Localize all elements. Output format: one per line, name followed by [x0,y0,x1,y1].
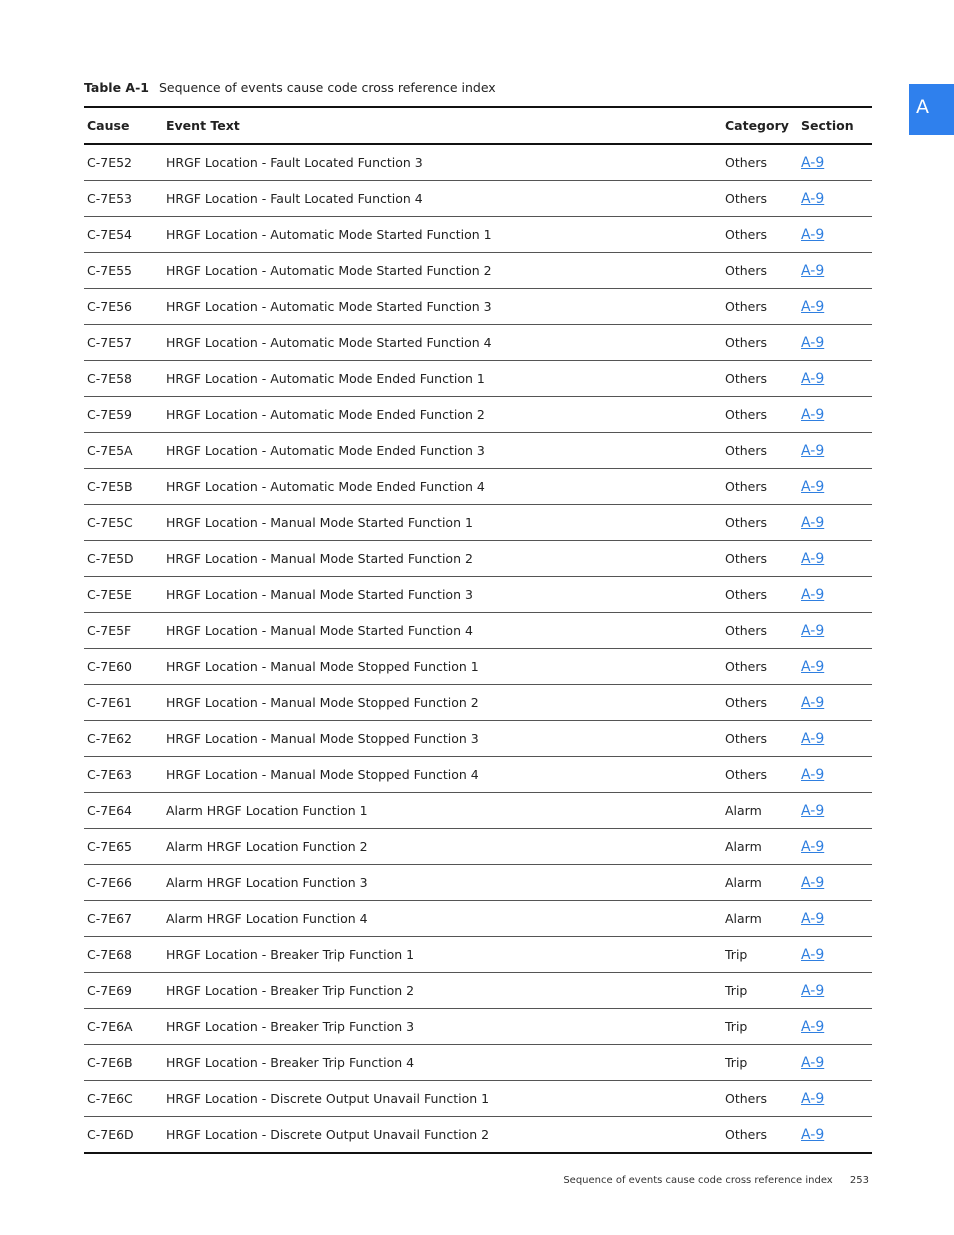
section-cell [801,721,872,757]
table-caption-label: Table A-1 [84,80,149,95]
table-caption [84,80,496,95]
cause-code-cell: C-7E69 [84,973,166,1009]
section-cell [801,685,872,721]
section-tab-letter: A [916,96,929,118]
event-text-cell: Alarm HRGF Location Function 4 [166,901,725,937]
cause-code-cell: C-7E5E [84,577,166,613]
event-text-cell: HRGF Location - Manual Mode Started Function 4 [166,613,725,649]
cause-code-cell: C-7E65 [84,829,166,865]
table-row [84,397,872,433]
section-link[interactable]: A-9 [801,154,825,171]
cause-code-cell: C-7E52 [84,144,166,181]
event-text-cell: Alarm HRGF Location Function 2 [166,829,725,865]
table-row [84,181,872,217]
event-text-cell: HRGF Location - Manual Mode Stopped Function 1 [166,649,725,685]
header-category: Category [725,107,801,144]
table-row [84,1117,872,1154]
event-text-cell: HRGF Location - Automatic Mode Started Function 3 [166,289,725,325]
category-cell: Others [725,577,801,613]
footer-title: Sequence of events cause code cross reference index [563,1175,833,1186]
category-cell: Others [725,685,801,721]
category-cell: Others [725,181,801,217]
section-cell [801,829,872,865]
section-cell [801,1009,872,1045]
table-row [84,325,872,361]
category-cell: Alarm [725,793,801,829]
table-row [84,1045,872,1081]
cause-code-cell: C-7E66 [84,865,166,901]
section-cell [801,361,872,397]
table-row [84,937,872,973]
category-cell: Others [725,1081,801,1117]
event-text-cell: HRGF Location - Fault Located Function 4 [166,181,725,217]
section-cell [801,613,872,649]
section-link[interactable]: A-9 [801,838,825,855]
cause-code-cell: C-7E60 [84,649,166,685]
category-cell: Others [725,469,801,505]
event-text-cell: HRGF Location - Manual Mode Stopped Function 3 [166,721,725,757]
section-link[interactable]: A-9 [801,190,825,207]
event-text-cell: HRGF Location - Automatic Mode Started Function 1 [166,217,725,253]
cause-code-cell: C-7E55 [84,253,166,289]
category-cell: Others [725,325,801,361]
event-text-cell: HRGF Location - Automatic Mode Started Function 2 [166,253,725,289]
section-link[interactable]: A-9 [801,730,825,747]
cause-code-cell: C-7E67 [84,901,166,937]
section-link[interactable]: A-9 [801,298,825,315]
section-cell [801,1081,872,1117]
cause-code-cell: C-7E5F [84,613,166,649]
section-link[interactable]: A-9 [801,658,825,675]
table-caption-text: Sequence of events cause code cross reference index [158,80,496,95]
category-cell: Others [725,721,801,757]
table-row [84,505,872,541]
category-cell: Others [725,1127,768,1142]
table-body [84,144,872,1153]
section-cell [801,865,872,901]
section-cell [801,1117,872,1154]
table-row [84,793,872,829]
page-number: 253 [849,1175,869,1186]
section-cell [801,181,872,217]
section-cell [801,289,872,325]
cause-code-cell: C-7E5B [84,469,166,505]
event-text-cell: HRGF Location - Automatic Mode Ended Function 4 [166,469,725,505]
cause-code-cell: C-7E56 [84,289,166,325]
section-link[interactable]: A-9 [801,874,825,891]
table-row [84,973,872,1009]
cause-code-cell: C-7E57 [84,325,166,361]
header-section: Section [801,107,872,144]
event-text-cell: HRGF Location - Automatic Mode Started Function 4 [166,325,725,361]
section-link[interactable]: A-9 [801,334,825,351]
table-row [84,613,872,649]
cause-code-table [84,106,872,1154]
section-cell [801,469,872,505]
category-cell: Others [725,613,801,649]
section-cell [801,325,872,361]
cause-code-cell: C-7E63 [84,757,166,793]
event-text-cell: Alarm HRGF Location Function 1 [166,793,725,829]
section-link[interactable]: A-9 [801,586,825,603]
table-row [84,685,872,721]
table-header-row [84,107,872,144]
category-cell: Trip [725,973,801,1009]
page-footer [563,1175,869,1186]
section-link[interactable]: A-9 [801,550,825,567]
section-cell [801,217,872,253]
event-text-cell: HRGF Location - Discrete Output Unavail Function 2 [166,1127,490,1142]
category-cell: Others [725,144,801,181]
table-row [84,901,872,937]
section-link[interactable]: A-9 [801,622,825,639]
section-cell [801,1045,872,1081]
cause-code-cell: C-7E6D [87,1127,134,1142]
table-row [84,577,872,613]
category-cell: Others [725,433,801,469]
event-text-cell: HRGF Location - Fault Located Function 3 [166,144,725,181]
table-row [84,1009,872,1045]
section-link[interactable]: A-9 [801,766,825,783]
category-cell: Others [725,757,801,793]
section-link[interactable]: A-9 [801,982,825,999]
table-row [84,144,872,181]
section-cell [801,433,872,469]
section-cell [801,649,872,685]
section-link[interactable]: A-9 [801,442,825,459]
table-row [84,541,872,577]
cause-code-cell: C-7E58 [84,361,166,397]
category-cell: Others [725,361,801,397]
cause-code-cell: C-7E68 [84,937,166,973]
category-cell: Others [725,397,801,433]
section-cell [801,973,872,1009]
section-link[interactable]: A-9 [801,370,825,387]
table-row [84,433,872,469]
section-link[interactable]: A-9 [801,910,825,927]
category-cell: Alarm [725,865,801,901]
section-link[interactable]: A-9 [801,1018,825,1035]
section-link[interactable]: A-9 [801,1126,825,1143]
table-row [84,253,872,289]
event-text-cell: HRGF Location - Breaker Trip Function 2 [166,973,725,1009]
section-cell [801,397,872,433]
cause-code-cell: C-7E61 [84,685,166,721]
category-cell: Others [725,289,801,325]
event-text-cell: HRGF Location - Manual Mode Stopped Function 4 [166,757,725,793]
cause-code-cell: C-7E59 [84,397,166,433]
section-cell [801,253,872,289]
event-text-cell: HRGF Location - Discrete Output Unavail Function 1 [166,1081,725,1117]
table-row [84,721,872,757]
header-cause: Cause [84,107,166,144]
section-link[interactable]: A-9 [801,802,825,819]
section-link[interactable]: A-9 [801,406,825,423]
cause-code-cell: C-7E6C [84,1081,166,1117]
table-row [84,1081,872,1117]
cause-code-cell: C-7E5A [84,433,166,469]
event-text-cell: HRGF Location - Manual Mode Started Function 1 [166,505,725,541]
event-text-cell: HRGF Location - Automatic Mode Ended Function 3 [166,433,725,469]
table-row [84,217,872,253]
event-text-cell: HRGF Location - Breaker Trip Function 1 [166,937,725,973]
event-text-cell: HRGF Location - Manual Mode Started Function 3 [166,577,725,613]
cause-code-cell: C-7E6A [84,1009,166,1045]
cause-code-cell: C-7E5D [84,541,166,577]
category-cell: Trip [725,1045,801,1081]
category-cell: Trip [725,1009,801,1045]
table-row [84,469,872,505]
section-link[interactable]: A-9 [801,262,825,279]
category-cell: Others [725,217,801,253]
table-row [84,649,872,685]
cause-code-cell: C-7E5C [84,505,166,541]
section-cell [801,505,872,541]
section-link[interactable]: A-9 [801,226,825,243]
section-link[interactable]: A-9 [801,1090,825,1107]
cause-code-cell: C-7E62 [84,721,166,757]
event-text-cell: HRGF Location - Breaker Trip Function 3 [166,1009,725,1045]
section-cell [801,937,872,973]
section-cell [801,144,872,181]
section-link[interactable]: A-9 [801,1054,825,1071]
table-row [84,361,872,397]
event-text-cell: HRGF Location - Automatic Mode Ended Function 2 [166,397,725,433]
category-cell: Others [725,253,801,289]
section-cell [801,793,872,829]
section-cell [801,577,872,613]
section-cell [801,901,872,937]
cause-code-cell: C-7E6B [84,1045,166,1081]
header-event-text: Event Text [166,107,725,144]
table-row [84,289,872,325]
section-link[interactable]: A-9 [801,514,825,531]
category-cell: Others [725,649,801,685]
event-text-cell: HRGF Location - Manual Mode Started Function 2 [166,541,725,577]
section-link[interactable]: A-9 [801,694,825,711]
category-cell: Alarm [725,901,801,937]
category-cell: Others [725,505,801,541]
section-cell [801,541,872,577]
table-row [84,757,872,793]
cause-code-cell: C-7E64 [84,793,166,829]
section-tab-marker [909,84,954,135]
event-text-cell: HRGF Location - Automatic Mode Ended Function 1 [166,361,725,397]
section-cell [801,757,872,793]
section-link[interactable]: A-9 [801,946,825,963]
table-row [84,829,872,865]
category-cell: Alarm [725,829,801,865]
event-text-cell: HRGF Location - Breaker Trip Function 4 [166,1045,725,1081]
event-text-cell: Alarm HRGF Location Function 3 [166,865,725,901]
category-cell: Others [725,541,801,577]
category-cell: Trip [725,937,801,973]
cause-code-cell: C-7E53 [84,181,166,217]
cause-code-cell: C-7E54 [84,217,166,253]
event-text-cell: HRGF Location - Manual Mode Stopped Function 2 [166,685,725,721]
section-link[interactable]: A-9 [801,478,825,495]
table-row [84,865,872,901]
